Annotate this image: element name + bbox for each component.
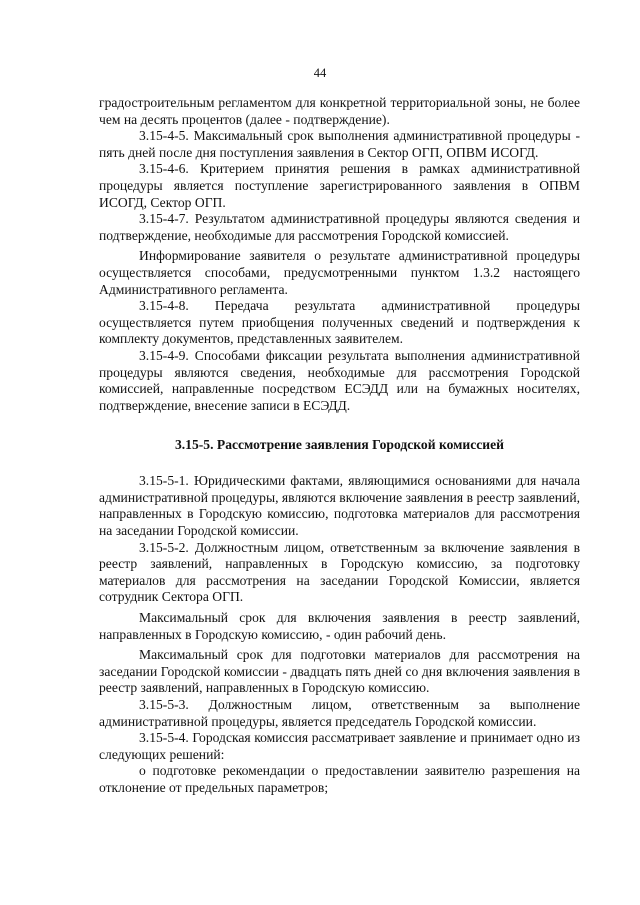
paragraph: 3.15-4-8. Передача результата административной процедуры осуществляется путем приобщения полученных сведений и подтверждения к комплекту документов, представленных заявителем. bbox=[99, 298, 580, 347]
paragraph: о подготовке рекомендации о предоставлении заявителю разрешения на отклонение от предельных параметров; bbox=[99, 763, 580, 795]
paragraph: 3.15-4-9. Способами фиксации результата выполнения административной процедуры являются сведения, необходимые для рассмотрения Городской комиссией, направленные посредством ЕСЭДД или на бумажных носителях, подтверждение, внесение записи в ЕСЭДД. bbox=[99, 347, 580, 413]
paragraph: 3.15-4-7. Результатом административной процедуры являются сведения и подтверждение, необходимые для рассмотрения Городской комиссией. bbox=[99, 211, 580, 243]
paragraph: 3.15-4-6. Критерием принятия решения в рамках административной процедуры является поступление зарегистрированного заявления в ОПВМ ИСОГД, Сектор ОГП. bbox=[99, 161, 580, 210]
paragraph: 3.15-5-3. Должностным лицом, ответственным за выполнение административной процедуры, является председатель Городской комиссии. bbox=[99, 697, 580, 729]
paragraph: градостроительным регламентом для конкретной территориальной зоны, не более чем на десять процентов (далее - подтверждение). bbox=[99, 95, 580, 127]
paragraph: 3.15-5-4. Городская комиссия рассматривает заявление и принимает одно из следующих решений: bbox=[99, 730, 580, 762]
page-number: 44 bbox=[313, 66, 327, 80]
paragraph: 3.15-4-5. Максимальный срок выполнения административной процедуры - пять дней после дня поступления заявления в Сектор ОГП, ОПВМ ИСОГД. bbox=[99, 128, 580, 160]
paragraph: 3.15-5-2. Должностным лицом, ответственным за включение заявления в реестр заявлений, направленных в Городскую комиссию, за подготовку материалов для рассмотрения на заседании Городской Комиссии, является сотрудник Сектора ОГП. bbox=[99, 539, 580, 605]
paragraph: Максимальный срок для включения заявления в реестр заявлений, направленных в Городскую комиссию, - один рабочий день. bbox=[99, 610, 580, 642]
section-heading: 3.15-5. Рассмотрение заявления Городской комиссией bbox=[174, 437, 505, 453]
paragraph: Максимальный срок для подготовки материалов для рассмотрения на заседании Городской комиссии - двадцать пять дней со дня включения заявления в реестр заявлений, направленных в Городскую комиссию. bbox=[99, 647, 580, 696]
paragraph: Информирование заявителя о результате административной процедуры осуществляется способами, предусмотренными пунктом 1.3.2 настоящего Административного регламента. bbox=[99, 248, 580, 297]
document-body bbox=[99, 95, 580, 797]
paragraph: 3.15-5-1. Юридическими фактами, являющимися основаниями для начала административной процедуры, являются включение заявления в реестр заявлений, направленных в Городскую комиссию, подготовка материалов для рассмотрения на заседании Городской комиссии. bbox=[99, 473, 580, 539]
